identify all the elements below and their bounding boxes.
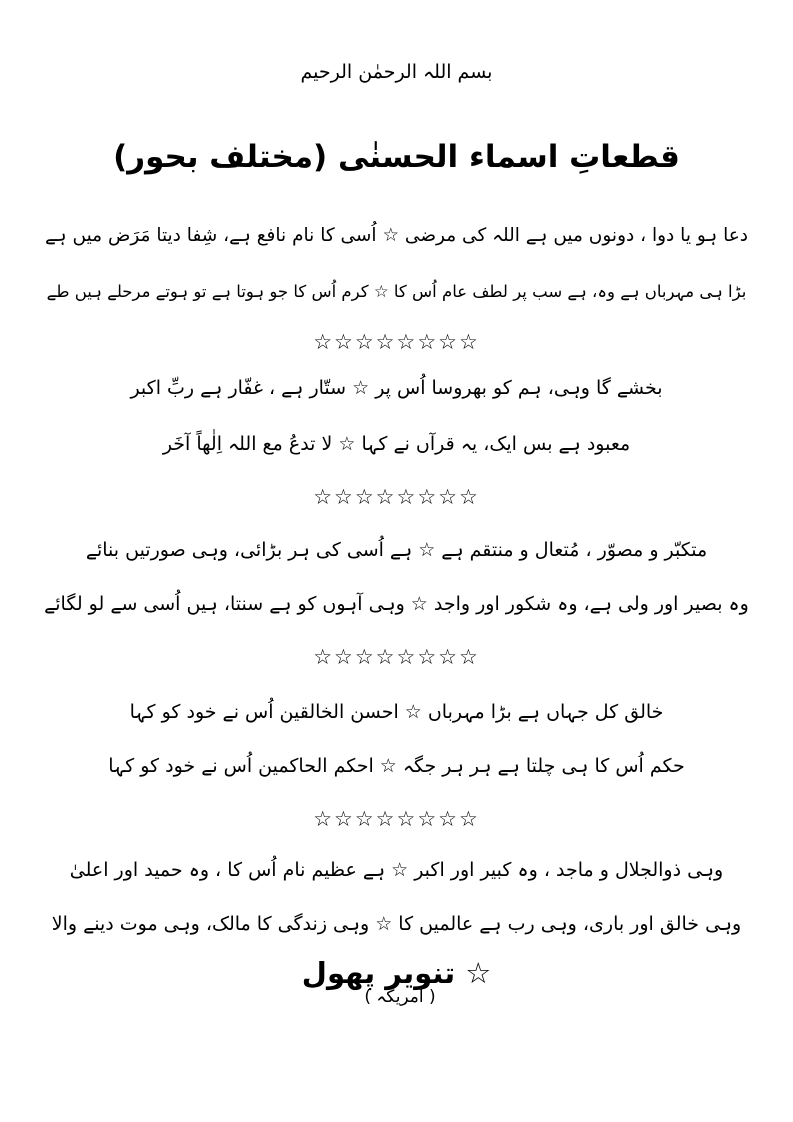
verse-line: وہ بصیر اور ولی ہے، وہ شکور اور واجد ☆ وہی آہوں کو ہے سنتا، ہیں اُسی سے لو لگائے [44, 593, 749, 615]
verse-line: بخشے گا وہی، ہم کو بھروسا اُس پر ☆ ستّار ہے ، غفّار ہے ربِّ اکبر [130, 377, 663, 399]
poet-location: ( امریکہ ) [364, 987, 436, 1007]
star-separator: ☆☆☆☆☆☆☆☆ [313, 645, 480, 669]
verse-line: معبود ہے بس ایک، یہ قرآں نے کہا ☆ لا تدعُ مع اللہ اِلٰھاً آخَر [162, 433, 631, 455]
verse-line: حکم اُس کا ہی چلتا ہے ہر ہر جگہ ☆ احکم الحاکمین اُس نے خود کو کہا [108, 755, 685, 777]
basmala: بسم اللہ الرحمٰن الرحیم [300, 61, 493, 83]
poet-signature: ☆ تنویر پھول [301, 956, 492, 990]
star-separator: ☆☆☆☆☆☆☆☆ [313, 330, 480, 354]
verse-line: متکبّر و مصوّر ، مُتعال و منتقم ہے ☆ ہے اُسی کی ہر بڑائی، وہی صورتیں بنائے [85, 539, 708, 561]
verse-line: بڑا ہی مہرباں ہے وہ، ہے سب پر لطف عام اُس کا ☆ کرم اُس کا جو ہوتا ہے تو ہوتے مرحلے ہیں طے [46, 282, 747, 301]
verse-line: وہی خالق اور باری، وہی رب ہے عالمیں کا ☆ وہی زندگی کا مالک، وہی موت دینے والا [51, 913, 742, 935]
poem-title: قطعاتِ اسماء الحسنٰی (مختلف بحور) [113, 139, 680, 175]
star-separator: ☆☆☆☆☆☆☆☆ [313, 807, 480, 831]
verse-line: وہی ذوالجلال و ماجد ، وہ کبیر اور اکبر ☆ ہے عظیم نام اُس کا ، وہ حمید اور اعلیٰ [69, 859, 724, 881]
verse-line: دعا ہو یا دوا ، دونوں میں ہے اللہ کی مرضی ☆ اُسی کا نام نافع ہے، شِفا دیتا مَرَض میں ہے [44, 225, 749, 246]
star-separator: ☆☆☆☆☆☆☆☆ [313, 485, 480, 509]
verse-line: خالق کل جہاں ہے بڑا مہرباں ☆ احسن الخالقین اُس نے خود کو کہا [129, 701, 664, 723]
